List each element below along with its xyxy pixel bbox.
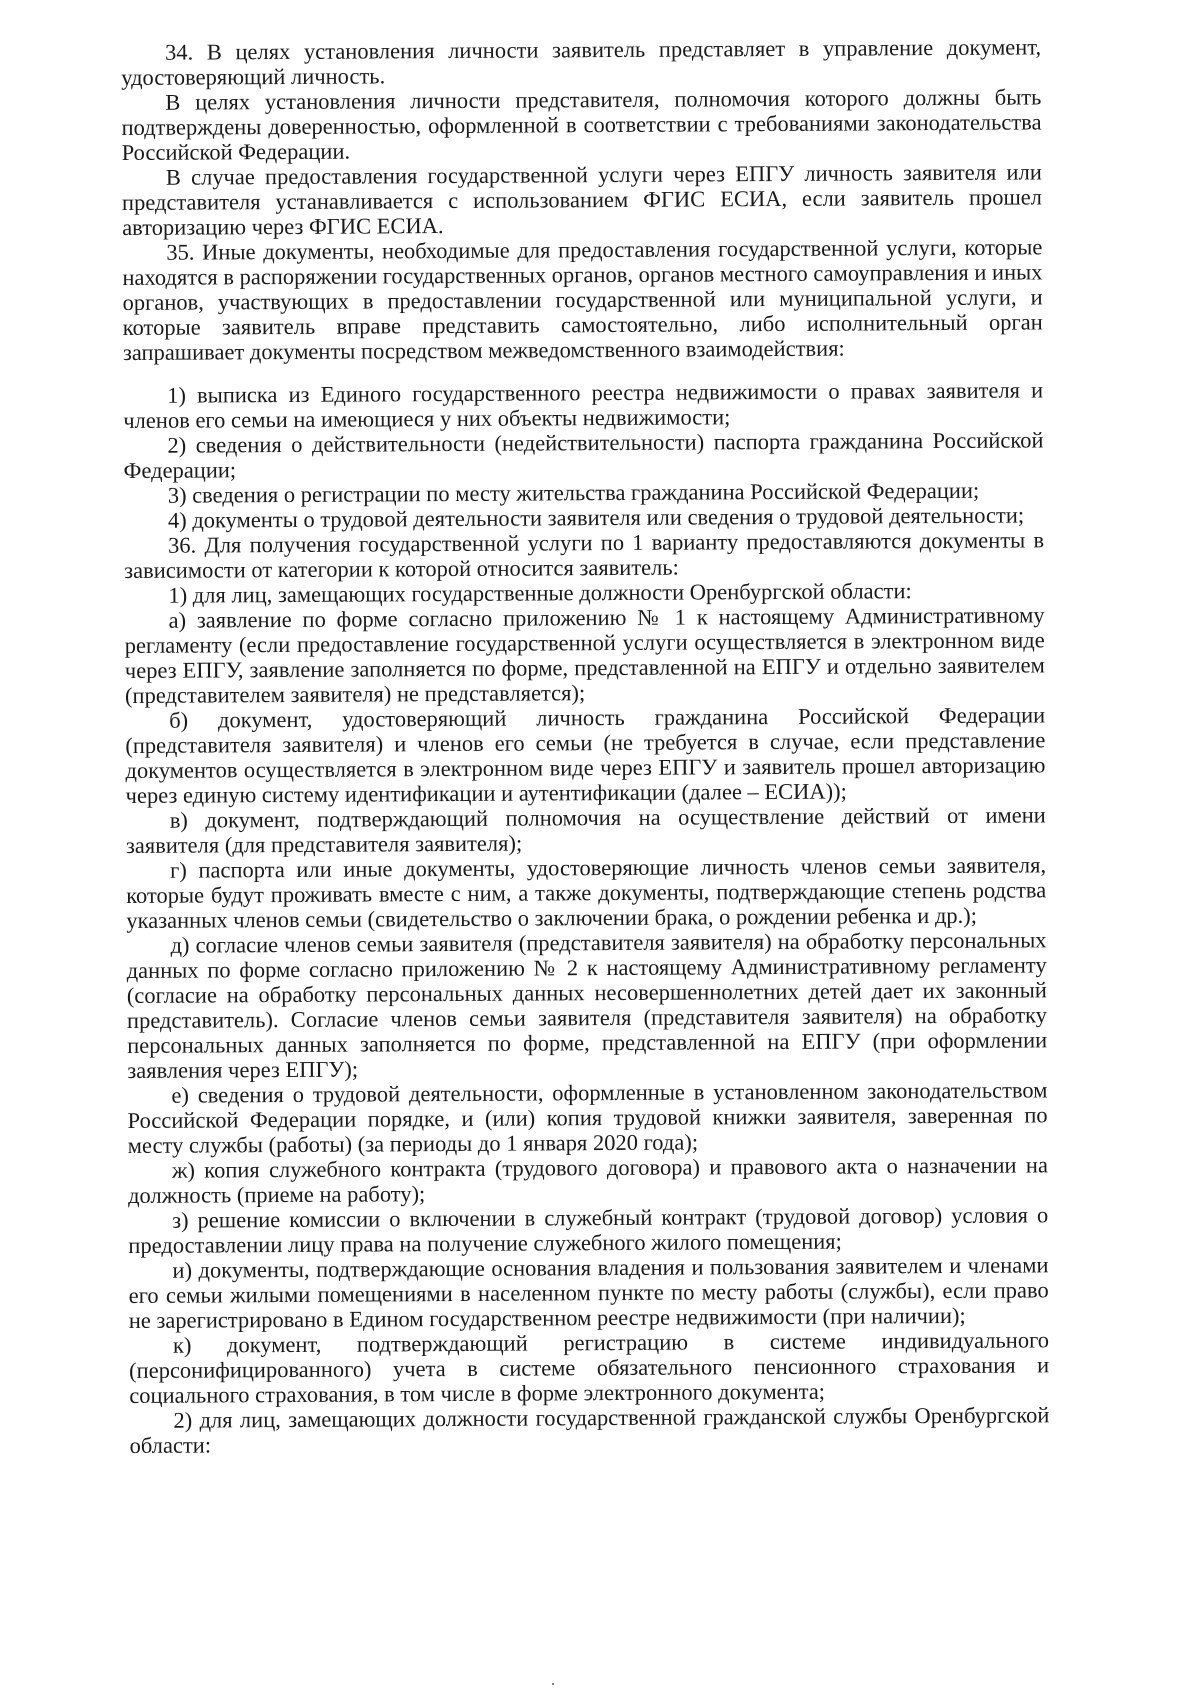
list-item-36-1-b: б) документ, удостоверяющий личность гражданина Российской Федерации (представителя заявителя) и членов его семьи (не требуется в случае, если представление документов осуществляется в электронном виде через ЕПГУ и заявитель прошел авторизацию через единую систему идентификации и аутентификации (далее – ЕСИА)); [125,702,1046,808]
scan-speck [552,1683,554,1685]
paragraph-representative-identity: В целях установления личности представителя, полномочия которого должны быть подтверждены доверенностью, оформленной в соответствии с требованиями законодательства Российской Федерации. [121,84,1042,165]
list-item-36-1-v: в) документ, подтверждающий полномочия на осуществление действий от имени заявителя (для представителя заявителя); [125,802,1046,858]
list-item-35-4: 4) документы о трудовой деятельности заявителя или сведения о трудовой деятельности; [167,502,1025,533]
list-item-36-1-d: д) согласие членов семьи заявителя (представителя заявителя) на обработку персональных данных по форме согласно приложению № 2 к настоящему Административному регламенту (согласие на обработку персональных данных несовершеннолетних детей дает их законный представитель). Согласие членов семьи заявителя (представителя заявителя) на обработку персональных данных заполняется по форме, представленной на ЕПГУ (при оформлении заявления через ЕПГУ); [126,927,1048,1083]
list-item-36-1-a: а) заявление по форме согласно приложению № 1 к настоящему Административному регламенту (если предоставление государственной услуги осуществляется в электронном виде через ЕПГУ, заявление заполняется по форме, представленной на ЕПГУ и отдельно заявителем (представителем заявителя) не представляется); [124,602,1045,708]
list-item-35-2: 2) сведения о действительности (недействительности) паспорта гражданина Российской Федерации; [123,427,1044,483]
list-item-36-1-g: г) паспорта или иные документы, удостоверяющие личность членов семьи заявителя, которые будут проживать вместе с ним, а также документы, подтверждающие степень родства указанных членов семьи (свидетельство о заключении брака, о рождении ребенка и др.); [126,852,1047,933]
list-item-35-3: 3) сведения о регистрации по месту жительства гражданина Российской Федерации; [167,477,980,508]
paragraph-35: 35. Иные документы, необходимые для предоставления государственной услуги, которые находятся в распоряжении государственных органов, органов местного самоуправления и иных органов, участвующих в предоставлении государственной или муниципальной услуги, и которые заявитель вправе представить самостоятельно, либо исполнительный орган запрашивает документы посредством межведомственного взаимодействия: [122,234,1043,365]
list-item-36-1-i: и) документы, подтверждающие основания владения и пользования заявителем и членами его семьи жилыми помещениями в населенном пункте по месту работы (службы), если право не зарегистрировано в Едином государственном реестре недвижимости (при наличии); [128,1252,1049,1333]
list-item-36-1-z: з) решение комиссии о включении в служебный контракт (трудовой договор) условия о предоставлении лицу права на получение служебного жилого помещения; [128,1202,1049,1258]
list-item-36-1-e: е) сведения о трудовой деятельности, оформленные в установленном законодательством Российской Федерации порядке, и (или) копия трудовой книжки заявителя, заверенная по месту службы (работы) (за периоды до 1 января 2020 года); [127,1077,1048,1158]
list-item-36-1-zh: ж) копия служебного контракта (трудового договора) и правового акта о назначении на должность (приеме на работу); [127,1152,1048,1208]
list-item-36-2: 2) для лиц, замещающих должности государственной гражданской службы Оренбургской области: [129,1402,1050,1458]
paragraph-epgu-identity: В случае предоставления государственной услуги через ЕПГУ личность заявителя или представителя устанавливается с использованием ФГИС ЕСИА, если заявитель прошел авторизацию через ФГИС ЕСИА. [121,159,1043,240]
document-page [121,34,1050,1458]
list-item-36-1: 1) для лиц, замещающих государственные должности Оренбургской области: [168,578,912,608]
paragraph-36: 36. Для получения государственной услуги по 1 варианту предоставляются документы в зависимости от категории к которой относится заявитель: [124,527,1045,583]
list-item-36-1-k: к) документ, подтверждающий регистрацию в системе индивидуального (персонифицированного) учета в системе обязательного пенсионного страхования и социального страхования, в том числе в форме электронного документа; [129,1327,1050,1408]
paragraph-34: 34. В целях установления личности заявитель представляет в управление документ, удостоверяющий личность. [121,34,1042,90]
list-item-35-1: 1) выписка из Единого государственного реестра недвижимости о правах заявителя и членов его семьи на имеющиеся у них объекты недвижимости; [123,377,1044,433]
